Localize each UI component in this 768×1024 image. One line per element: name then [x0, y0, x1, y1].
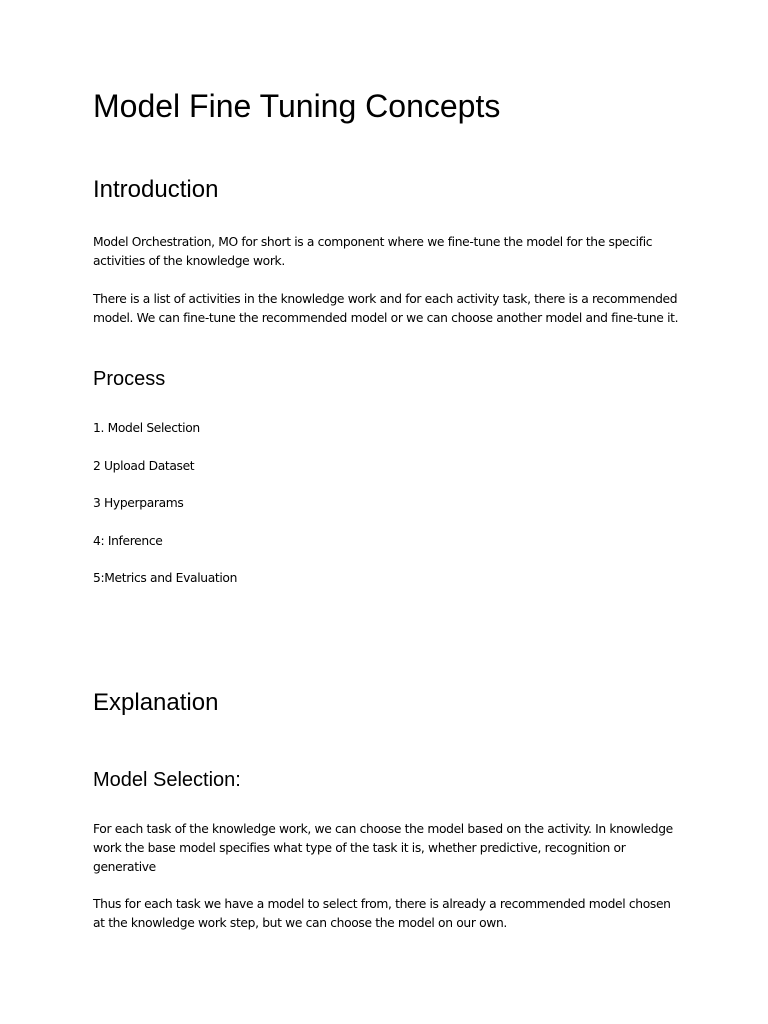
- introduction-paragraph-1: Model Orchestration, MO for short is a component where we fine-tune the model for the specific activities of the knowledge work.: [93, 235, 653, 268]
- process-step-4: 4: Inference: [93, 534, 163, 548]
- introduction-paragraph-2: There is a list of activities in the knowledge work and for each activity task, there is a recommended model. We can fine-tune the recommended model or we can choose another model and fine-tune it.: [93, 292, 679, 325]
- model-selection-heading: Model Selection:: [93, 769, 241, 791]
- model-selection-paragraph-1: For each task of the knowledge work, we can choose the model based on the activity. In knowledge work the base model specifies what type of the task it is, whether predictive, recognition or generative: [93, 822, 673, 874]
- introduction-heading: Introduction: [93, 176, 219, 203]
- process-heading: Process: [93, 368, 166, 390]
- document-title: Model Fine Tuning Concepts: [93, 88, 501, 124]
- process-step-5: 5:Metrics and Evaluation: [93, 571, 238, 585]
- process-step-2: 2 Upload Dataset: [93, 459, 195, 473]
- document-page: [93, 0, 693, 1024]
- model-selection-paragraph-2: Thus for each task we have a model to select from, there is already a recommended model chosen at the knowledge work step, but we can choose the model on our own.: [93, 897, 671, 930]
- explanation-heading: Explanation: [93, 689, 219, 716]
- process-step-3: 3 Hyperparams: [93, 496, 184, 510]
- process-step-1: 1. Model Selection: [93, 421, 200, 435]
